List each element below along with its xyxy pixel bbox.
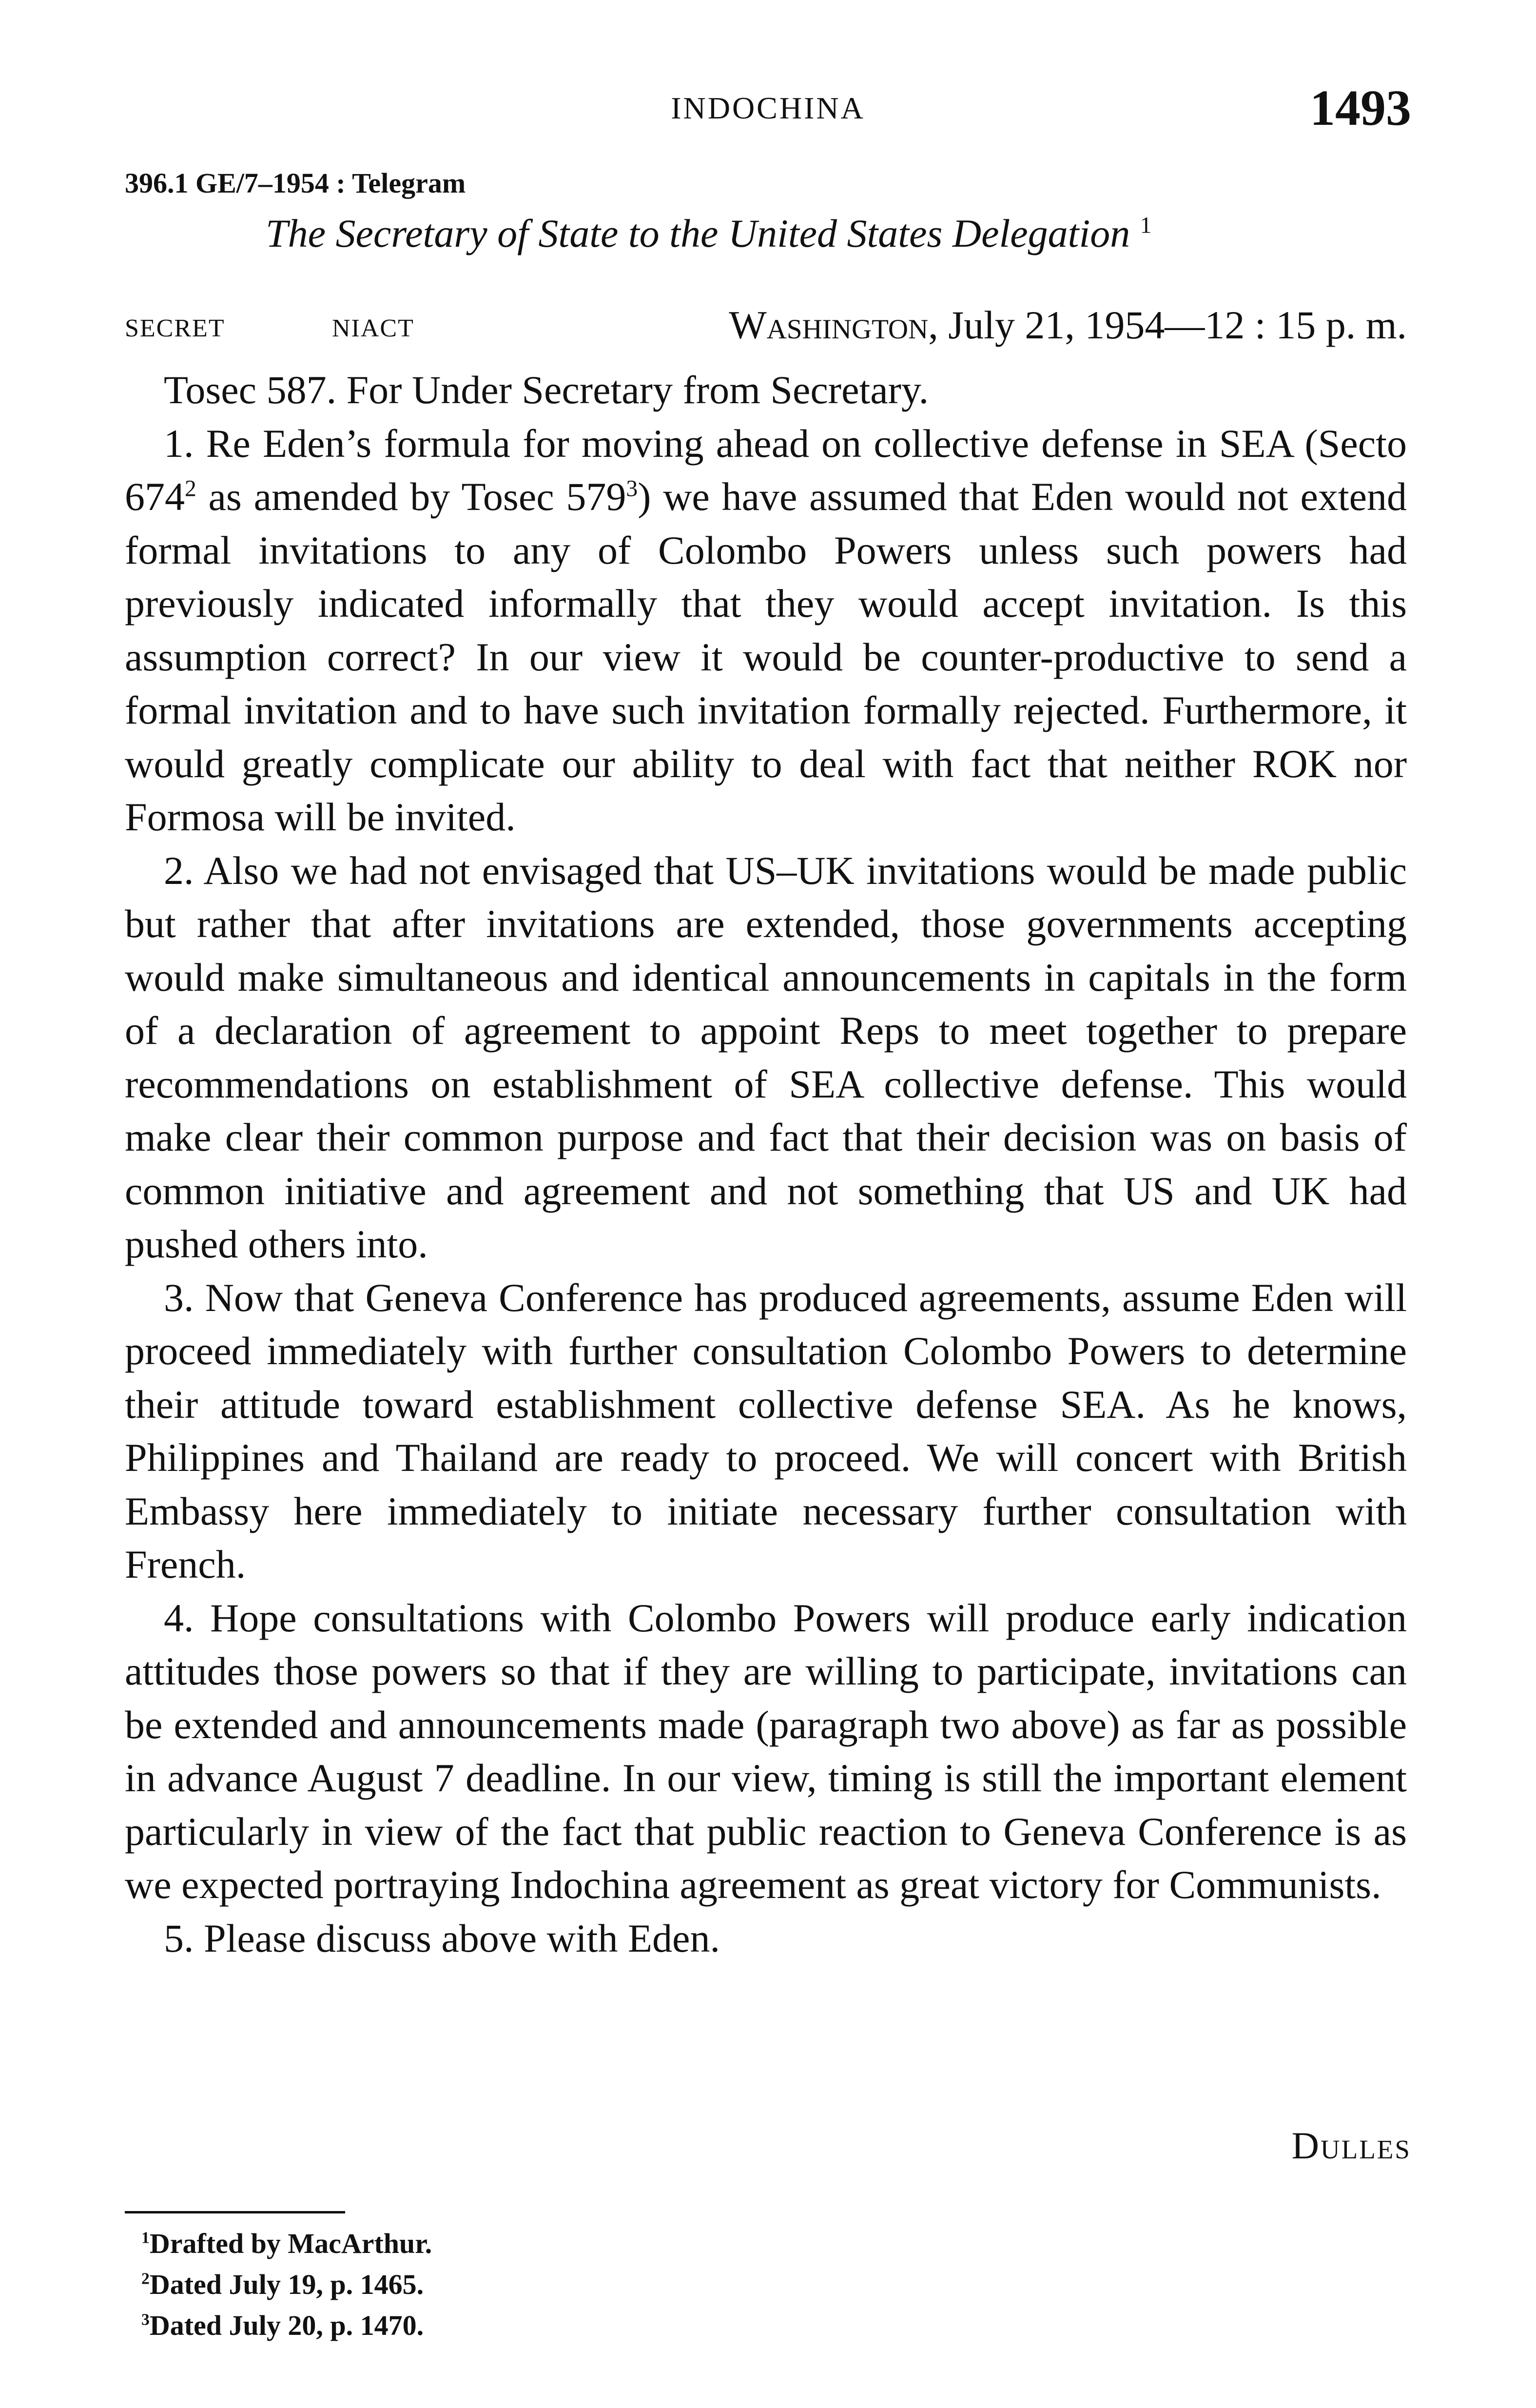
footnote-text: Dated July 20, p. 1470. [149,2310,424,2341]
footnote [141,2264,432,2305]
footnote-ref: 3 [626,476,638,502]
classification-label: SECRET [125,314,225,342]
footnote [141,2223,432,2264]
page-number: 1493 [1310,80,1411,136]
paragraph-1-part-b: as amended by Tosec 579 [196,474,626,519]
telegram-header [125,302,1407,351]
footnotes [141,2223,432,2346]
signature: Dulles [1291,2124,1411,2167]
footnote-marker: 1 [141,2229,150,2247]
running-title: INDOCHINA [671,91,865,125]
precedence-label: NIACT [332,314,414,342]
file-reference: 396.1 GE/7–1954 : Telegram [125,167,466,199]
footnote-ref: 1 [1140,213,1152,238]
paragraph-1-part-a: 1. Re Eden’s formula for moving ahead on collective defense in SEA (Secto 674 [125,421,1407,519]
paragraph-2: 2. Also we had not envisaged that US–UK invitations would be made public but rather that after invitations are extended, those governments accepting would make simultaneous and identical announcements in capitals in the form of a declaration of agreement to appoint Reps to meet together to prepare recommendations on establishment of SEA collective defense. This would make clear their common purpose and fact that their decision was on basis of common initiative and agreement and not something that US and UK had pushed others into. [125,848,1407,1266]
opening-line: Tosec 587. For Under Secretary from Secretary. [164,368,929,412]
paragraph-1-part-c: ) we have assumed that Eden would not extend formal invitations to any of Colombo Powers unless such powers had previously indicated informally that they would accept invitation. Is this assumption correct? In our view it would be counter-productive to send a formal invitation and to have such invitation formally rejected. Furthermore, it would greatly complicate our ability to deal with fact that neither ROK nor Formosa will be invited. [125,474,1407,839]
dateline-date: , July 21, 1954—12 : 15 p. m. [928,303,1407,347]
dateline-place: Washington [729,303,929,347]
document-title-text: The Secretary of State to the United States Delegation [266,211,1130,255]
paragraph-5: 5. Please discuss above with Eden. [164,1916,720,1960]
footnote [141,2305,432,2346]
telegram-body [125,363,1407,1965]
footnote-divider [125,2211,345,2213]
document-title [266,211,1152,256]
dateline [729,302,1407,348]
footnote-text: Drafted by MacArthur. [149,2228,432,2259]
paragraph-1 [125,417,1407,844]
footnote-text: Dated July 19, p. 1465. [149,2269,424,2300]
footnote-ref: 2 [185,476,196,502]
footnote-marker: 2 [141,2270,150,2288]
paragraph-4: 4. Hope consultations with Colombo Powers will produce early indication attitudes those powers so that if they are willing to participate, invitations can be extended and announcements made (paragraph two above) as far as possible in advance August 7 deadline. In our view, timing is still the important element particularly in view of the fact that public reaction to Geneva Conference is as we expected portraying Indochina agreement as great victory for Communists. [125,1595,1407,1907]
paragraph-3: 3. Now that Geneva Conference has produced agreements, assume Eden will proceed immediately with further consultation Colombo Powers to determine their attitude toward establishment collective defense SEA. As he knows, Philippines and Thailand are ready to proceed. We will concert with British Embassy here immediately to initiate necessary further consultation with French. [125,1275,1407,1586]
footnote-marker: 3 [141,2310,150,2329]
